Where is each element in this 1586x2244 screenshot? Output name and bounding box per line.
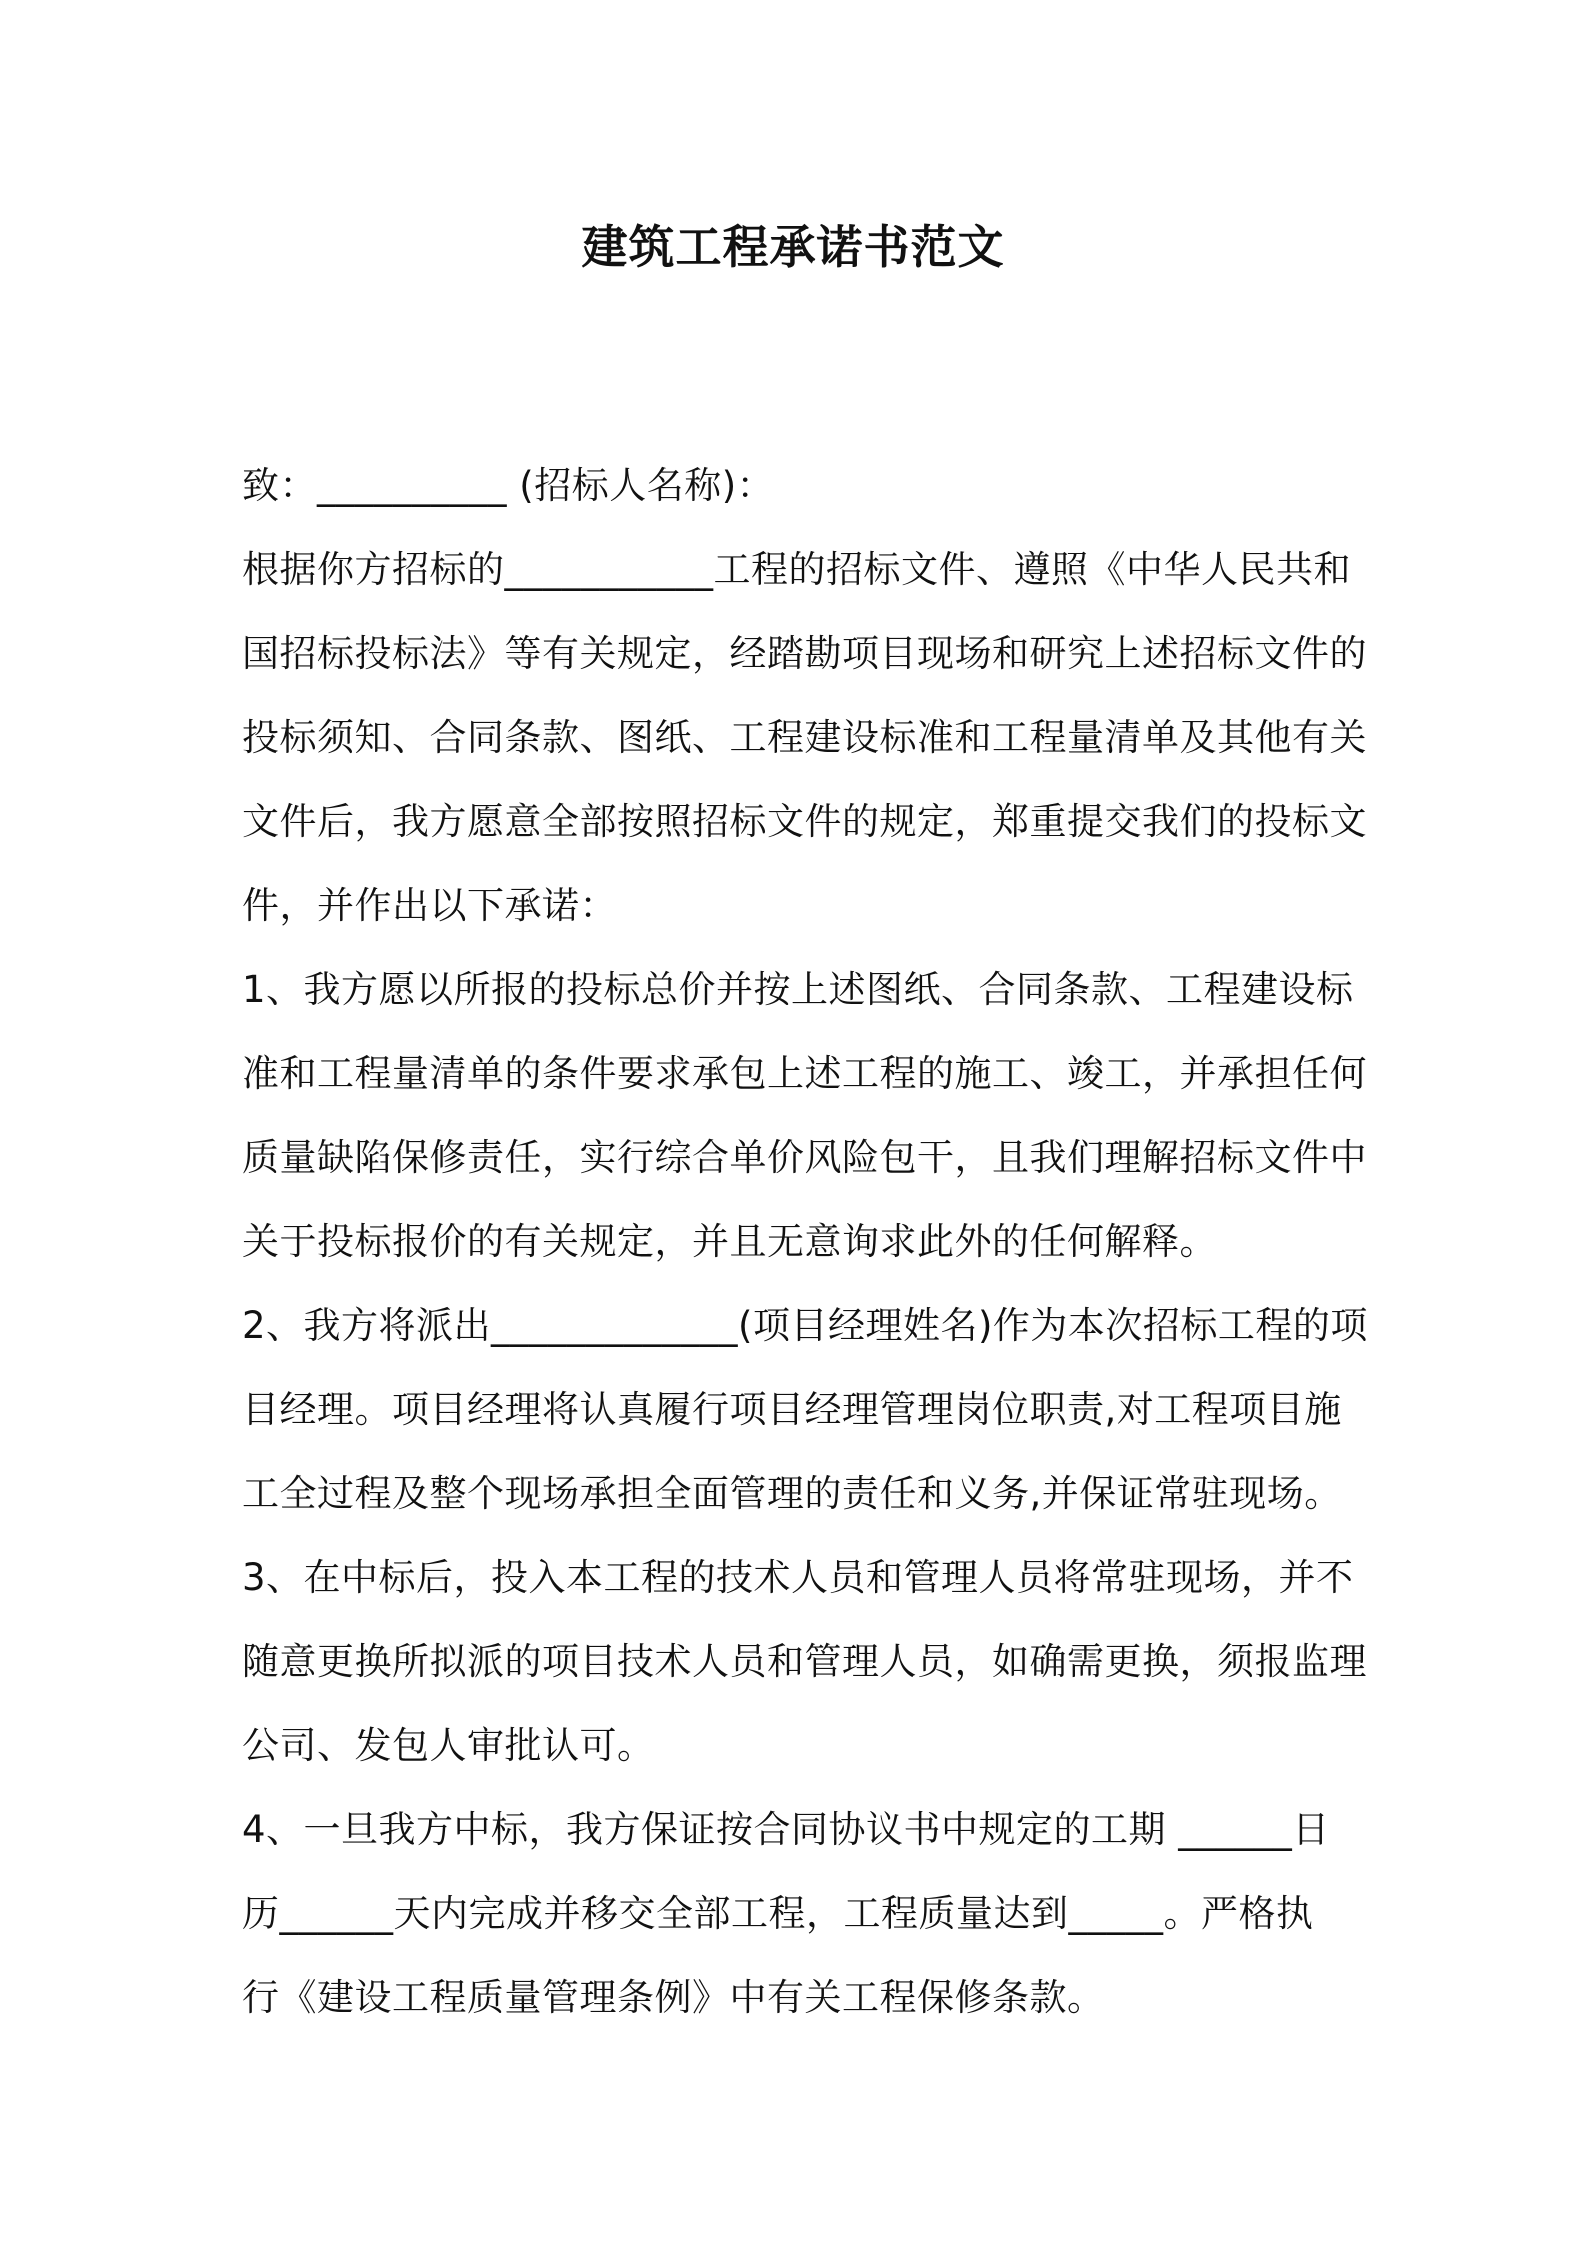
intro-paragraph-line: 投标须知、合同条款、图纸、工程建设标准和工程量清单及其他有关: [242, 716, 1367, 759]
document-body: [242, 444, 1368, 2040]
clause-4-line: 4、一旦我方中标，我方保证按合同协议书中规定的工期 ______日: [242, 1808, 1330, 1851]
clause-1-line: 质量缺陷保修责任，实行综合单价风险包干，且我们理解招标文件中: [242, 1136, 1367, 1179]
intro-paragraph-line: 国招标投标法》等有关规定，经踏勘项目现场和研究上述招标文件的: [242, 632, 1367, 675]
addressee-line: 致：__________ (招标人名称)：: [242, 464, 775, 507]
clause-1-line: 准和工程量清单的条件要求承包上述工程的施工、竣工，并承担任何: [242, 1052, 1367, 1095]
clause-1-line: 1、我方愿以所报的投标总价并按上述图纸、合同条款、工程建设标: [242, 968, 1354, 1011]
clause-3-line: 公司、发包人审批认可。: [242, 1724, 655, 1767]
clause-3-line: 随意更换所拟派的项目技术人员和管理人员，如确需更换，须报监理: [242, 1640, 1367, 1683]
clause-4-line: 行《建设工程质量管理条例》中有关工程保修条款。: [242, 1976, 1105, 2019]
document-title: 建筑工程承诺书范文: [581, 220, 1005, 274]
clause-3-line: 3、在中标后，投入本工程的技术人员和管理人员将常驻现场，并不: [242, 1556, 1354, 1599]
intro-paragraph-line: 根据你方招标的___________工程的招标文件、遵照《中华人民共和: [242, 548, 1351, 591]
clause-2-line: 目经理。项目经理将认真履行项目经理管理岗位职责,对工程项目施: [242, 1388, 1342, 1431]
clause-1-line: 关于投标报价的有关规定，并且无意询求此外的任何解释。: [242, 1220, 1217, 1263]
clause-2-line: 2、我方将派出_____________(项目经理姓名)作为本次招标工程的项: [242, 1304, 1368, 1347]
clause-4-line: 历______天内完成并移交全部工程，工程质量达到_____。严格执: [242, 1892, 1314, 1935]
intro-paragraph-line: 文件后，我方愿意全部按照招标文件的规定，郑重提交我们的投标文: [242, 800, 1367, 843]
intro-paragraph-line: 件，并作出以下承诺：: [242, 884, 617, 927]
clause-2-line: 工全过程及整个现场承担全面管理的责任和义务,并保证常驻现场。: [242, 1472, 1342, 1515]
